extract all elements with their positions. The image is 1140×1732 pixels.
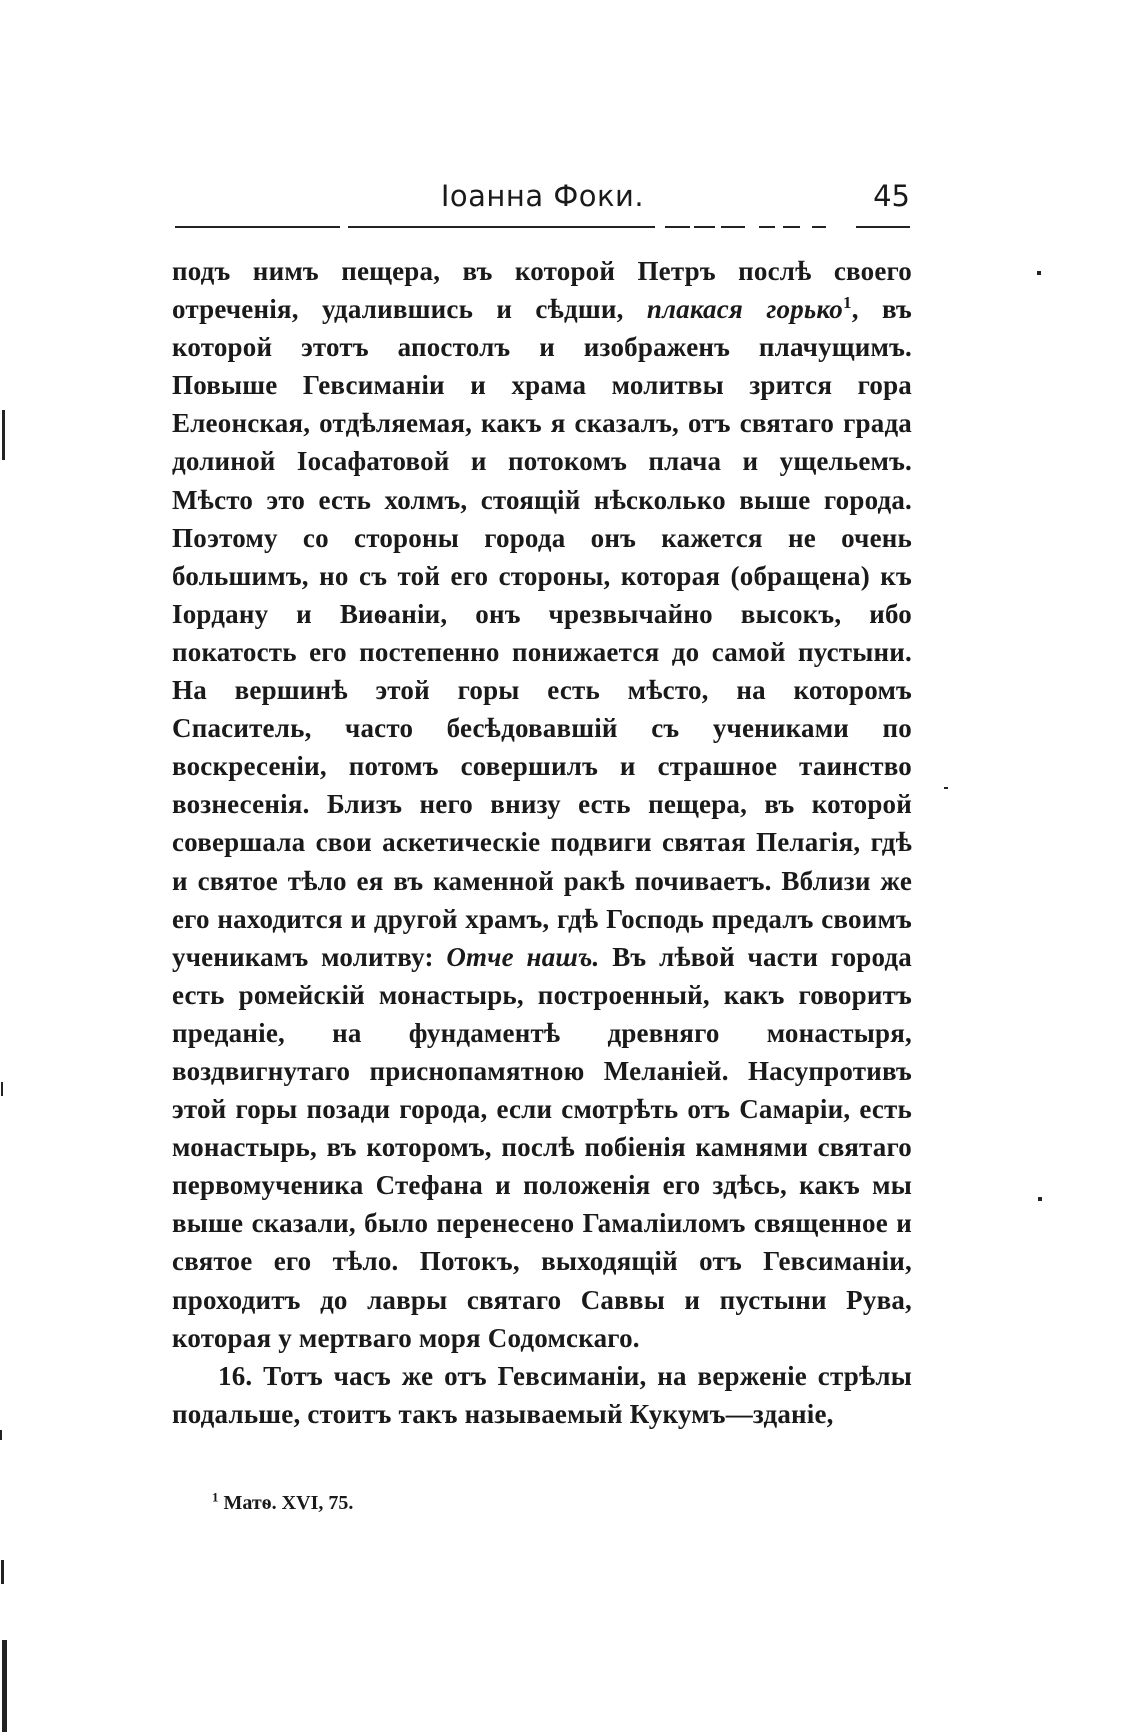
scan-mark bbox=[2, 410, 5, 460]
header-title: Іоанна Фоки. bbox=[440, 179, 645, 213]
paragraph-1 bbox=[172, 252, 912, 1357]
p1-text-c: Въ лѣвой части города есть ромейскій монастырь, построенный, какъ говоритъ преданіе, на фундаментѣ древняго монастыря, воздвигнутаго приснопамятною Меланіей. Насупротивъ этой горы позади города, если смотрѣть отъ Самаріи, есть монастырь, въ которомъ, послѣ побіенія камнями святаго первомученика Стефана и положенія его здѣсь, какъ мы выше сказали, было перенесено Гамаліиломъ священное и святое его тѣло. Потокъ, выходящій отъ Гевсиманіи, проходитъ до лавры святаго Саввы и пустыни Рува, которая у мертваго моря Содомскаго. bbox=[172, 941, 912, 1353]
running-header bbox=[175, 178, 910, 226]
scan-mark bbox=[944, 787, 948, 789]
p1-text-a: подъ нимъ пещера, въ которой Петръ послѣ своего отреченія, удалившись и сѣдши, bbox=[172, 256, 912, 325]
footnote-text: Матѳ. XVI, 75. bbox=[223, 1492, 354, 1514]
scan-mark bbox=[1037, 271, 1041, 275]
scan-mark bbox=[1038, 1197, 1042, 1201]
p1-text-b: , въ которой этотъ апостолъ и изображенъ плачущимъ. Повыше Гевсиманіи и храма молитвы зрится гора Елеонская, отдѣляемая, какъ я сказалъ, отъ святаго града долиной Іосафатовой и потокомъ плача и ущельемъ. Мѣсто это есть холмъ, стоящій нѣсколько выше города. Поэтому со стороны города онъ кажется не очень большимъ, но съ той его стороны, которая (обращена) къ Іордану и Виѳаніи, онъ чрезвычайно высокъ, ибо покатость его постепенно понижается до самой пустыни. На вершинѣ этой горы есть мѣсто, на которомъ Спаситель, часто бесѣдовавшій съ учениками по воскресеніи, потомъ совершилъ и страшное таинство вознесенія. Близъ него внизу есть пещера, въ которой совершала свои аскетическіе подвиги святая Пелагія, гдѣ и святое тѣло ея въ каменной ракѣ почиваетъ. Вблизи же его находится и другой храмъ, гдѣ Господь предалъ своимъ ученикамъ молитву: bbox=[172, 294, 912, 972]
footnote-marker: 1 bbox=[212, 1489, 219, 1505]
p1-italic-quote: плакася горько bbox=[646, 294, 843, 325]
p1-italic-prayer: Отче нашъ. bbox=[446, 941, 600, 972]
scan-mark bbox=[2, 1640, 7, 1732]
page-number: 45 bbox=[873, 179, 910, 213]
paragraph-2: 16. Тотъ часъ же отъ Гевсиманіи, на верженіе стрѣлы подальше, стоитъ такъ называемый Кукумъ—зданіе, bbox=[172, 1360, 912, 1429]
scan-mark bbox=[1, 1082, 3, 1096]
scan-mark bbox=[1, 1560, 4, 1584]
scan-mark bbox=[0, 1430, 2, 1440]
main-text bbox=[172, 252, 912, 1433]
footnote-ref: 1 bbox=[843, 293, 852, 313]
footnote bbox=[212, 1490, 353, 1516]
